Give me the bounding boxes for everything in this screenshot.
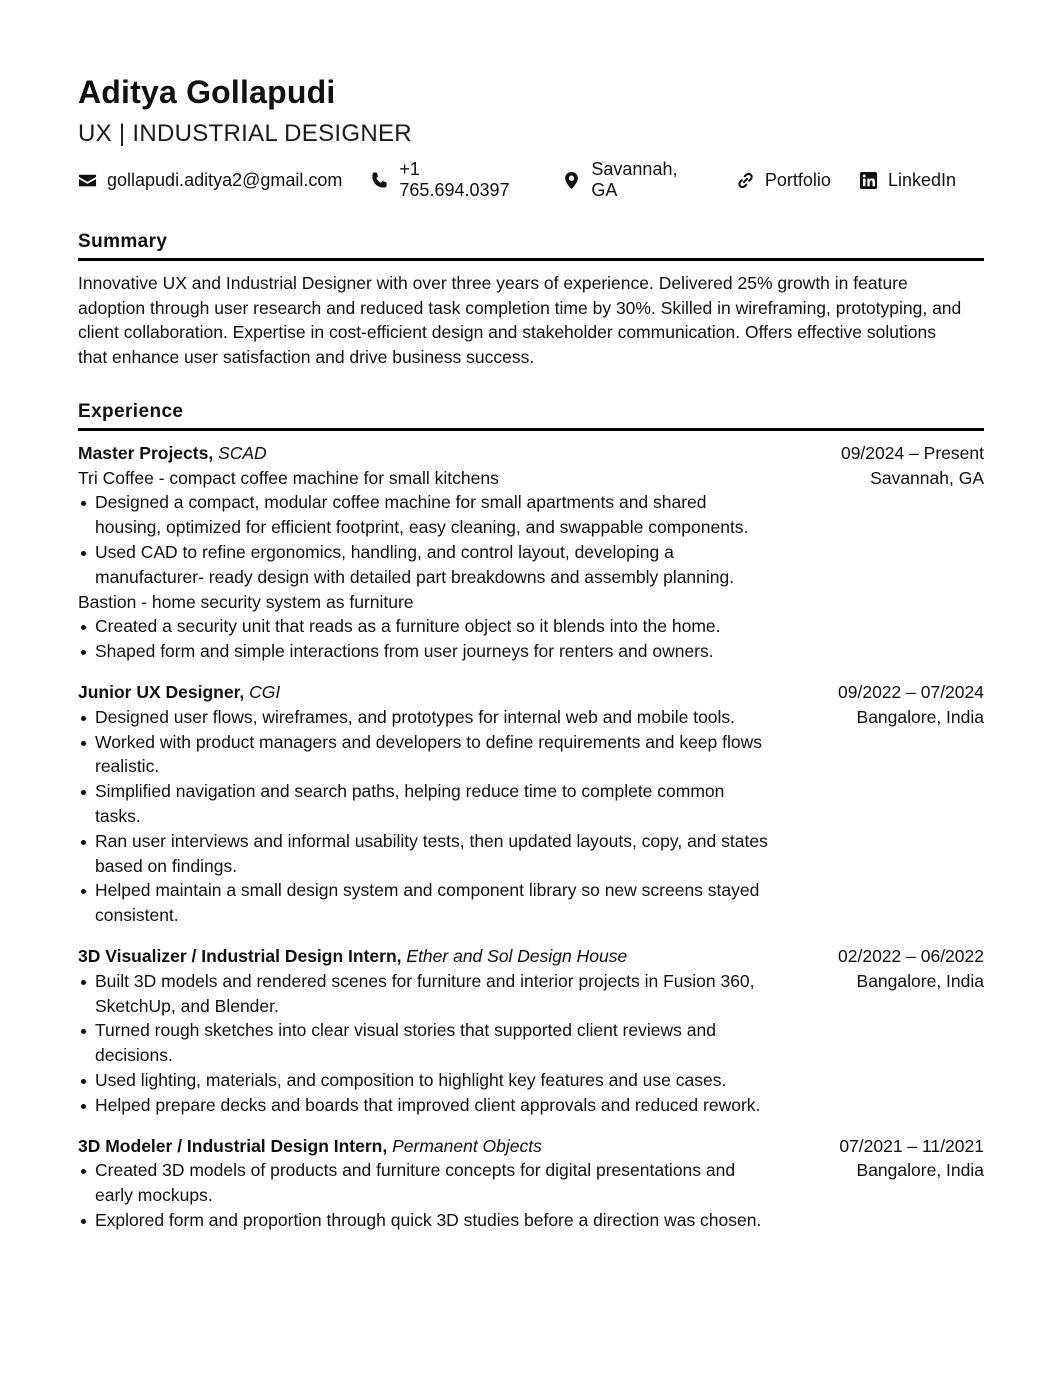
list-item: Ran user interviews and informal usability tests, then updated layouts, copy, and states based on findings. [78, 829, 768, 879]
job-role: 3D Visualizer / Industrial Design Intern, [78, 945, 402, 966]
job-heading [78, 944, 768, 969]
contact-bar [78, 159, 984, 200]
job-location: Bangalore, India [856, 706, 984, 727]
job-dates: 02/2022 – 06/2022 [838, 945, 984, 966]
location-text: Savannah, GA [591, 159, 678, 200]
phone-text: +1 765.694.0397 [399, 159, 510, 200]
job-meta [838, 944, 984, 994]
phone-contact[interactable] [370, 159, 534, 201]
list-item: Helped maintain a small design system and component library so new screens stayed consistent. [78, 878, 768, 928]
job-heading [78, 1134, 768, 1159]
list-item: Simplified navigation and search paths, helping reduce time to complete common tasks. [78, 779, 768, 829]
job-role: 3D Modeler / Industrial Design Intern, [78, 1135, 388, 1156]
portfolio-link[interactable] [736, 170, 831, 191]
linkedin-link[interactable] [859, 170, 956, 191]
list-item: Helped prepare decks and boards that improved client approvals and reduced rework. [78, 1093, 768, 1118]
summary-text: Innovative UX and Industrial Designer with over three years of experience. Delivered 25% growth in feature adoption through user research and reduced task completion time by 30%. Skilled in wireframing, prototyping, and client collaboration. Expertise in cost-efficient design and stakeholder communication. Offers effective solutions that enhance user satisfaction and drive business success. [78, 273, 962, 368]
candidate-name: Aditya Gollapudi [78, 74, 336, 110]
experience-heading: Experience [78, 400, 984, 431]
job-entry [78, 1134, 984, 1233]
list-item: Worked with product managers and developers to define requirements and keep flows realistic. [78, 730, 768, 780]
job-meta [838, 680, 984, 730]
job-entry [78, 441, 984, 664]
list-item: Explored form and proportion through quick 3D studies before a direction was chosen. [78, 1208, 768, 1233]
job-heading [78, 441, 768, 466]
bullet-list [78, 1158, 768, 1232]
job-role: Master Projects, [78, 442, 214, 463]
bullet-list [78, 490, 768, 589]
project-title: Tri Coffee - compact coffee machine for small kitchens [78, 467, 499, 488]
job-meta [839, 1134, 984, 1184]
list-item: Created 3D models of products and furniture concepts for digital presentations and early mockups. [78, 1158, 768, 1208]
list-item: Built 3D models and rendered scenes for furniture and interior projects in Fusion 360, SketchUp, and Blender. [78, 969, 768, 1019]
project-title: Bastion - home security system as furniture [78, 591, 414, 612]
email-text: gollapudi.aditya2@gmail.com [107, 169, 343, 190]
bullet-list [78, 614, 768, 664]
list-item: Turned rough sketches into clear visual stories that supported client reviews and decisions. [78, 1018, 768, 1068]
job-company: CGI [249, 681, 281, 702]
job-details [78, 441, 768, 664]
experience-section [78, 400, 984, 1233]
job-entry [78, 680, 984, 928]
job-heading [78, 680, 768, 705]
map-pin-icon [562, 171, 581, 190]
linkedin-icon [859, 171, 878, 190]
list-item: Designed a compact, modular coffee machine for small apartments and shared housing, optimized for efficient footprint, easy cleaning, and swappable components. [78, 490, 768, 540]
linkedin-text: LinkedIn [887, 169, 956, 190]
job-details [78, 680, 768, 928]
phone-icon [370, 171, 389, 190]
candidate-title: UX | INDUSTRIAL DESIGNER [78, 120, 412, 147]
bullet-list [78, 705, 768, 928]
portfolio-text: Portfolio [764, 169, 831, 190]
job-role: Junior UX Designer, [78, 681, 245, 702]
job-meta [841, 441, 984, 491]
list-item: Designed user flows, wireframes, and prototypes for internal web and mobile tools. [78, 705, 768, 730]
resume-content [78, 70, 984, 1233]
job-company: Ether and Sol Design House [406, 945, 628, 966]
job-details [78, 944, 768, 1118]
job-location: Bangalore, India [856, 1160, 984, 1181]
job-company: SCAD [218, 442, 267, 463]
list-item: Shaped form and simple interactions from user journeys for renters and owners. [78, 639, 768, 664]
list-item: Used lighting, materials, and composition to highlight key features and use cases. [78, 1068, 768, 1093]
location-contact [562, 159, 708, 201]
job-company: Permanent Objects [392, 1135, 542, 1156]
summary-section [78, 230, 984, 370]
job-location: Savannah, GA [870, 467, 984, 488]
job-details [78, 1134, 768, 1233]
envelope-icon [78, 171, 97, 190]
job-dates: 09/2024 – Present [840, 442, 984, 463]
summary-heading: Summary [78, 230, 984, 261]
list-item: Used CAD to refine ergonomics, handling, and control layout, developing a manufacturer- ready design with detailed part breakdowns and assembly planning. [78, 540, 768, 590]
link-icon [736, 171, 755, 190]
list-item: Created a security unit that reads as a furniture object so it blends into the home. [78, 614, 768, 639]
bullet-list [78, 969, 768, 1118]
job-location: Bangalore, India [856, 970, 984, 991]
email-contact[interactable] [78, 170, 342, 191]
job-entry [78, 944, 984, 1118]
job-dates: 07/2021 – 11/2021 [839, 1135, 984, 1156]
job-dates: 09/2022 – 07/2024 [838, 681, 984, 702]
